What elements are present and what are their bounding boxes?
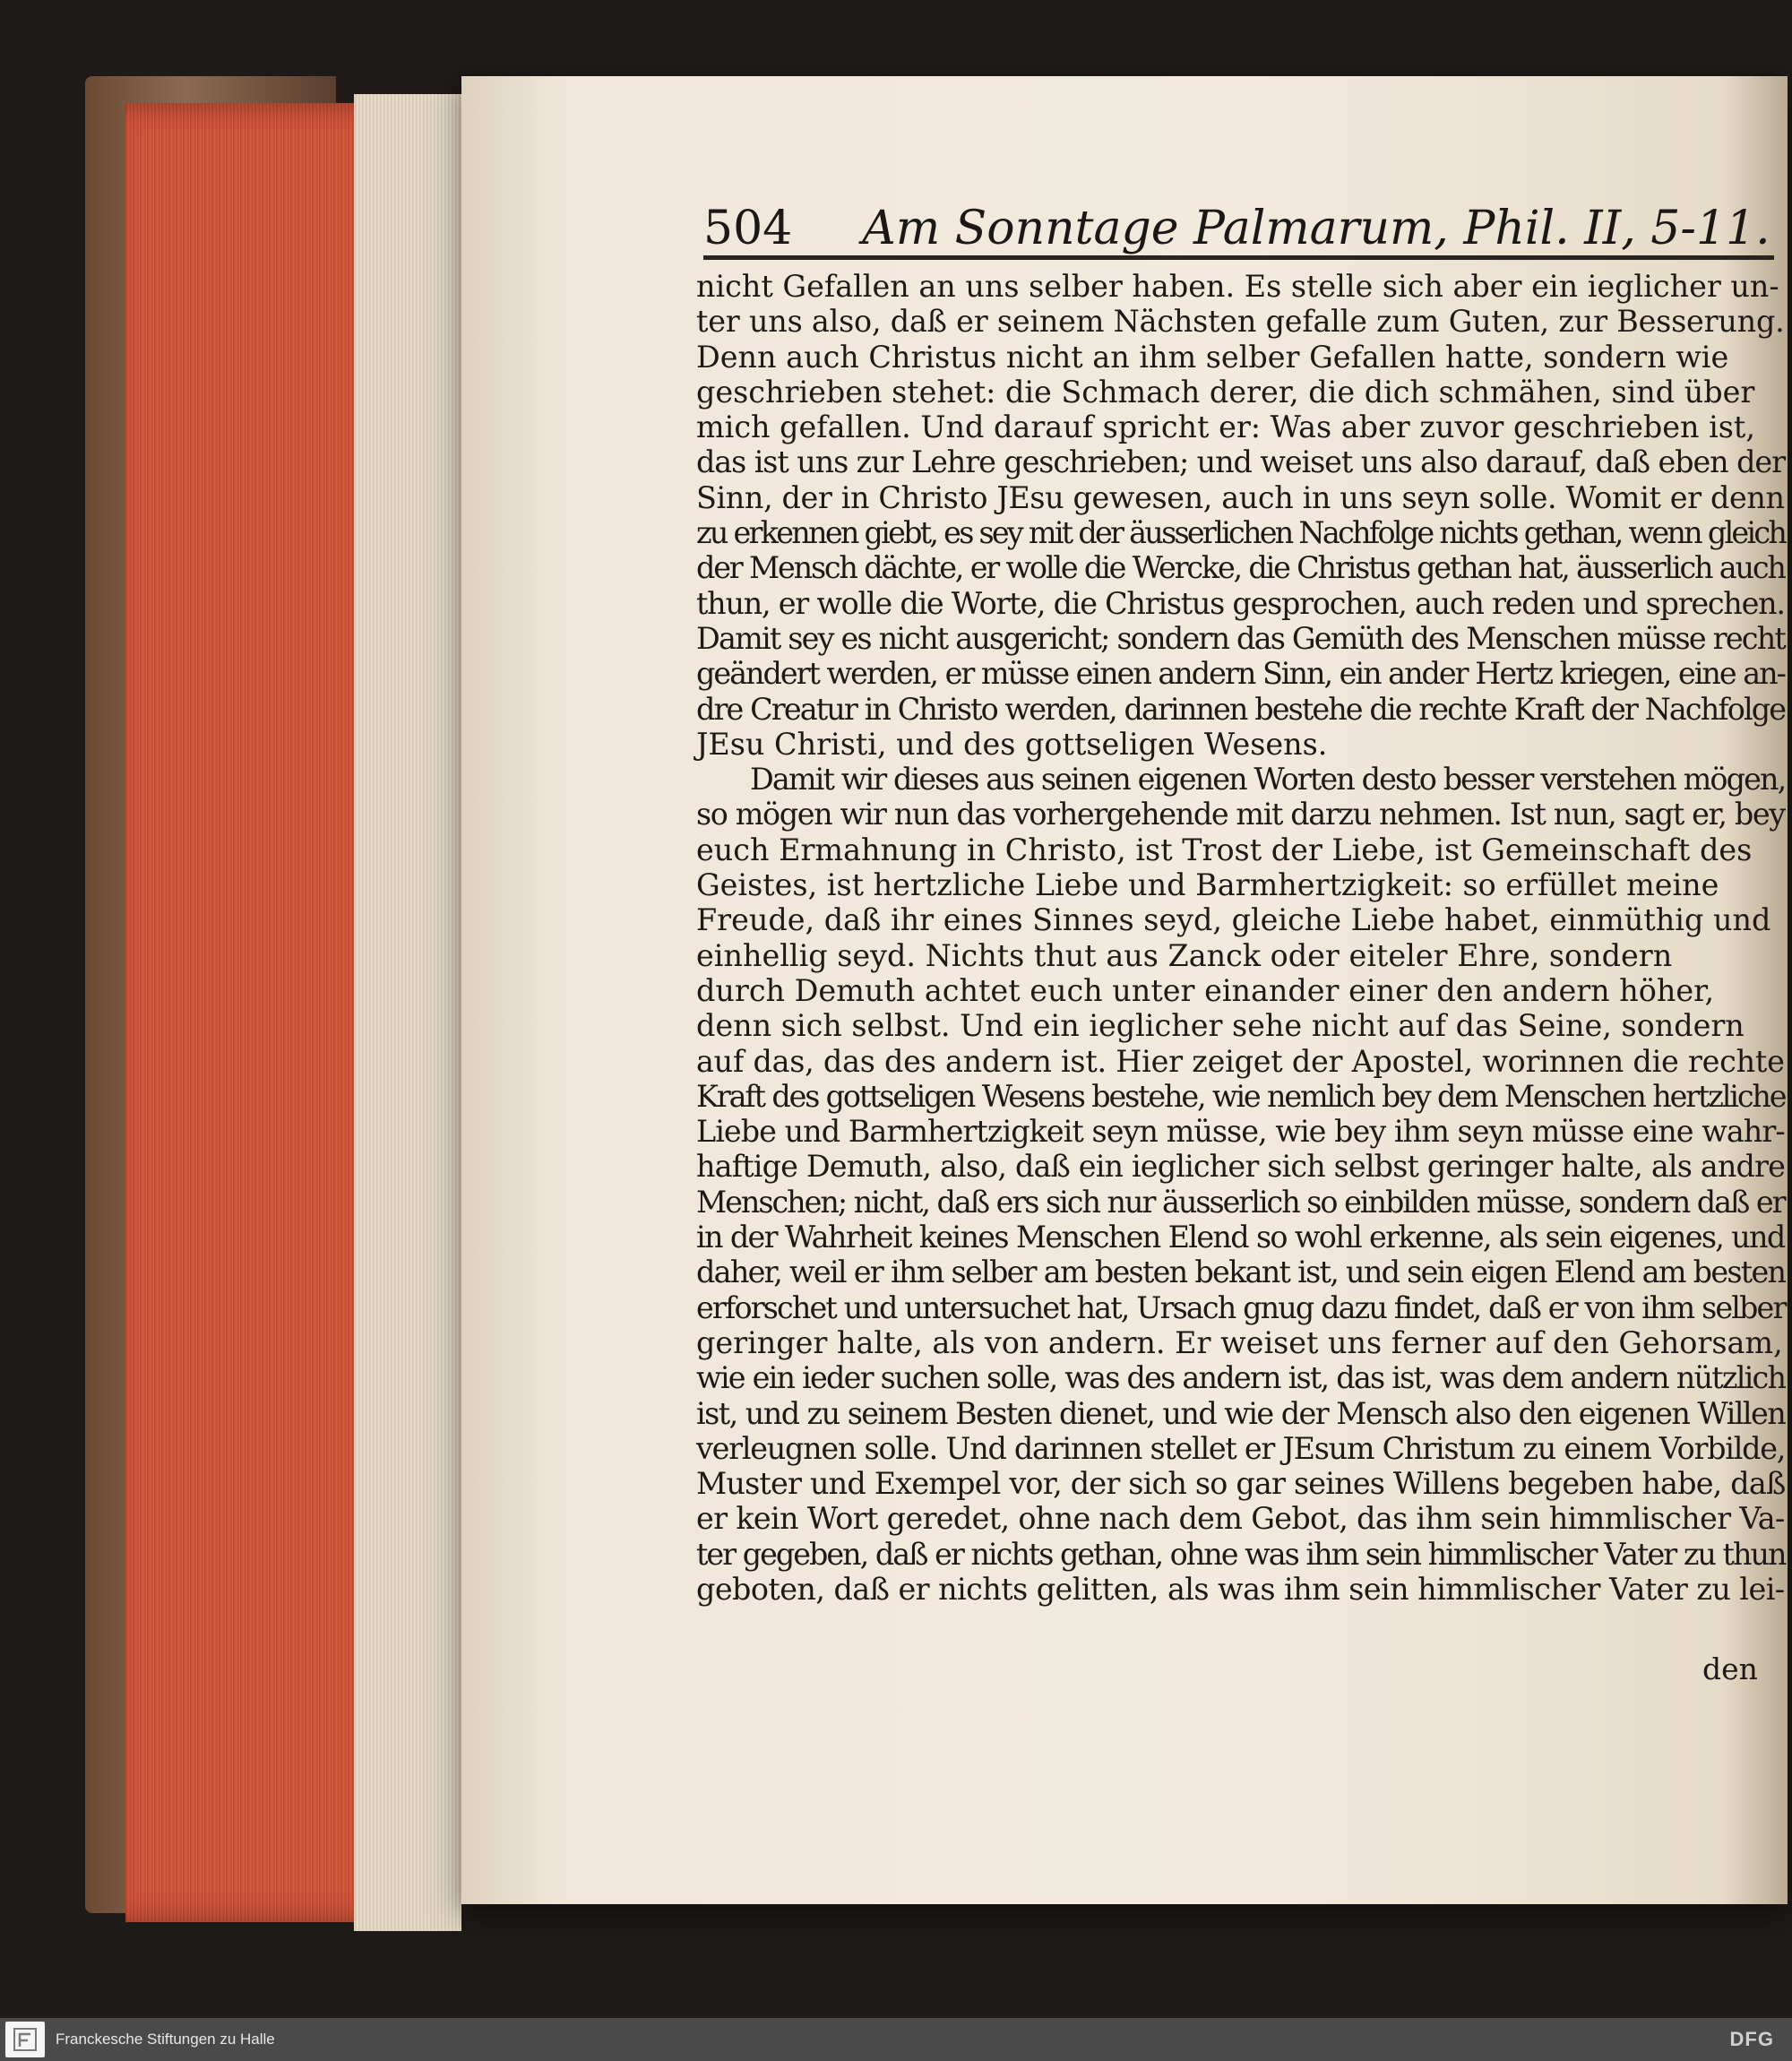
text-line: Damit wir dieses aus seinen eigenen Worten desto besser verstehen mögen, — [750, 762, 1786, 798]
header-rule — [703, 255, 1774, 260]
text-line: geboten, daß er nichts gelitten, als was ihm sein himmlischer Vater zu lei- — [696, 1571, 1785, 1607]
book-page — [461, 76, 1788, 1904]
catchword: den — [1702, 1651, 1758, 1686]
text-line: durch Demuth achtet euch unter einander einer den andern höher, — [696, 972, 1715, 1008]
body-text — [696, 269, 1785, 1607]
text-line: denn sich selbst. Und ein ieglicher sehe nicht auf das Seine, sondern — [696, 1008, 1745, 1044]
text-line: zu erkennen giebt, es sey mit der äusserlichen Nachfolge nichts gethan, wenn gleich — [696, 515, 1786, 551]
text-line: nicht Gefallen an uns selber haben. Es stelle sich aber ein ieglicher un- — [696, 269, 1779, 304]
text-line: verleugnen solle. Und darinnen stellet er JEsum Christum zu einem Vorbilde, — [696, 1430, 1786, 1466]
page-number: 504 — [703, 202, 793, 255]
text-line: einhellig seyd. Nichts thut aus Zanck oder eiteler Ehre, sondern — [696, 937, 1673, 973]
running-title: Am Sonntage Palmarum, Phil. II, 5-11. — [862, 202, 1770, 255]
text-line: geringer halte, als von andern. Er weiset uns ferner auf den Gehorsam, — [696, 1324, 1783, 1360]
text-line: mich gefallen. Und darauf spricht er: Was aber zuvor geschrieben ist, — [696, 410, 1755, 445]
text-line: Kraft des gottseligen Wesens bestehe, wie nemlich bey dem Menschen hertzliche — [696, 1078, 1786, 1114]
text-line: der Mensch dächte, er wolle die Wercke, die Christus gethan hat, äusserlich auch — [696, 550, 1785, 586]
text-line: Liebe und Barmhertzigkeit seyn müsse, wie bey ihm seyn müsse eine wahr- — [696, 1114, 1785, 1150]
institution-logo-icon — [10, 2025, 40, 2054]
text-line: in der Wahrheit keines Menschen Elend so wohl erkenne, als sein eigenes, und — [696, 1220, 1785, 1255]
institution-logo[interactable] — [5, 2022, 45, 2057]
page-header — [703, 184, 1779, 255]
text-line: wie ein ieder suchen solle, was des andern ist, das ist, was dem andern nützlich — [696, 1360, 1786, 1396]
text-line: haftige Demuth, also, daß ein ieglicher sich selbst geringer halte, als andre — [696, 1149, 1786, 1185]
book — [85, 76, 1792, 1936]
text-line: auf das, das des andern ist. Hier zeiget der Apostel, worinnen die rechte — [696, 1043, 1785, 1079]
text-line: Damit sey es nicht ausgericht; sondern das Gemüth des Menschen müsse recht — [696, 620, 1786, 656]
text-line: Muster und Exempel vor, der sich so gar seines Willens begeben habe, daß — [696, 1466, 1786, 1502]
text-line: Menschen; nicht, daß ers sich nur äusserlich so einbilden müsse, sondern daß er — [696, 1184, 1785, 1220]
text-line: so mögen wir nun das vorhergehende mit darzu nehmen. Ist nun, sagt er, bey — [696, 797, 1785, 832]
text-line: Sinn, der in Christo JEsu gewesen, auch in uns seyn solle. Womit er denn — [696, 479, 1785, 515]
text-line: JEsu Christi, und des gottseligen Wesens. — [696, 726, 1328, 762]
text-line: dre Creatur in Christo werden, darinnen bestehe die rechte Kraft der Nachfolge — [696, 691, 1786, 727]
institution-name[interactable]: Franckesche Stiftungen zu Halle — [56, 2031, 275, 2048]
dfg-logo[interactable]: DFG — [1729, 2028, 1774, 2050]
page-edges — [354, 94, 461, 1931]
text-line: ter gegeben, daß er nichts gethan, ohne was ihm sein himmlischer Vater zu thun — [696, 1536, 1786, 1572]
text-line: erforschet und untersuchet hat, Ursach gnug dazu findet, daß er von ihm selber — [696, 1289, 1786, 1325]
footer-bar — [0, 2018, 1792, 2061]
text-line: euch Ermahnung in Christo, ist Trost der Liebe, ist Gemeinschaft des — [696, 832, 1753, 867]
text-line: das ist uns zur Lehre geschrieben; und weiset uns also darauf, daß eben der — [696, 444, 1785, 480]
text-line: ist, und zu seinem Besten dienet, und wie der Mensch also den eigenen Willen — [696, 1395, 1786, 1431]
text-line: Denn auch Christus nicht an ihm selber Gefallen hatte, sondern wie — [696, 339, 1729, 375]
text-line: Geistes, ist hertzliche Liebe und Barmhertzigkeit: so erfüllet meine — [696, 867, 1719, 903]
text-line: er kein Wort geredet, ohne nach dem Gebot, das ihm sein himmlischer Va- — [696, 1501, 1785, 1537]
text-line: Freude, daß ihr eines Sinnes seyd, gleiche Liebe habet, einmüthig und — [696, 902, 1771, 938]
text-line: geschrieben stehet: die Schmach derer, die dich schmähen, sind über — [696, 374, 1755, 410]
text-line: geändert werden, er müsse einen andern Sinn, ein ander Hertz kriegen, eine an- — [696, 656, 1785, 692]
text-line: daher, weil er ihm selber am besten bekant ist, und sein eigen Elend am besten — [696, 1255, 1786, 1290]
text-line: ter uns also, daß er seinem Nächsten gefalle zum Guten, zur Besserung. — [696, 304, 1785, 340]
text-line: thun, er wolle die Worte, die Christus gesprochen, auch reden und sprechen. — [696, 585, 1785, 621]
